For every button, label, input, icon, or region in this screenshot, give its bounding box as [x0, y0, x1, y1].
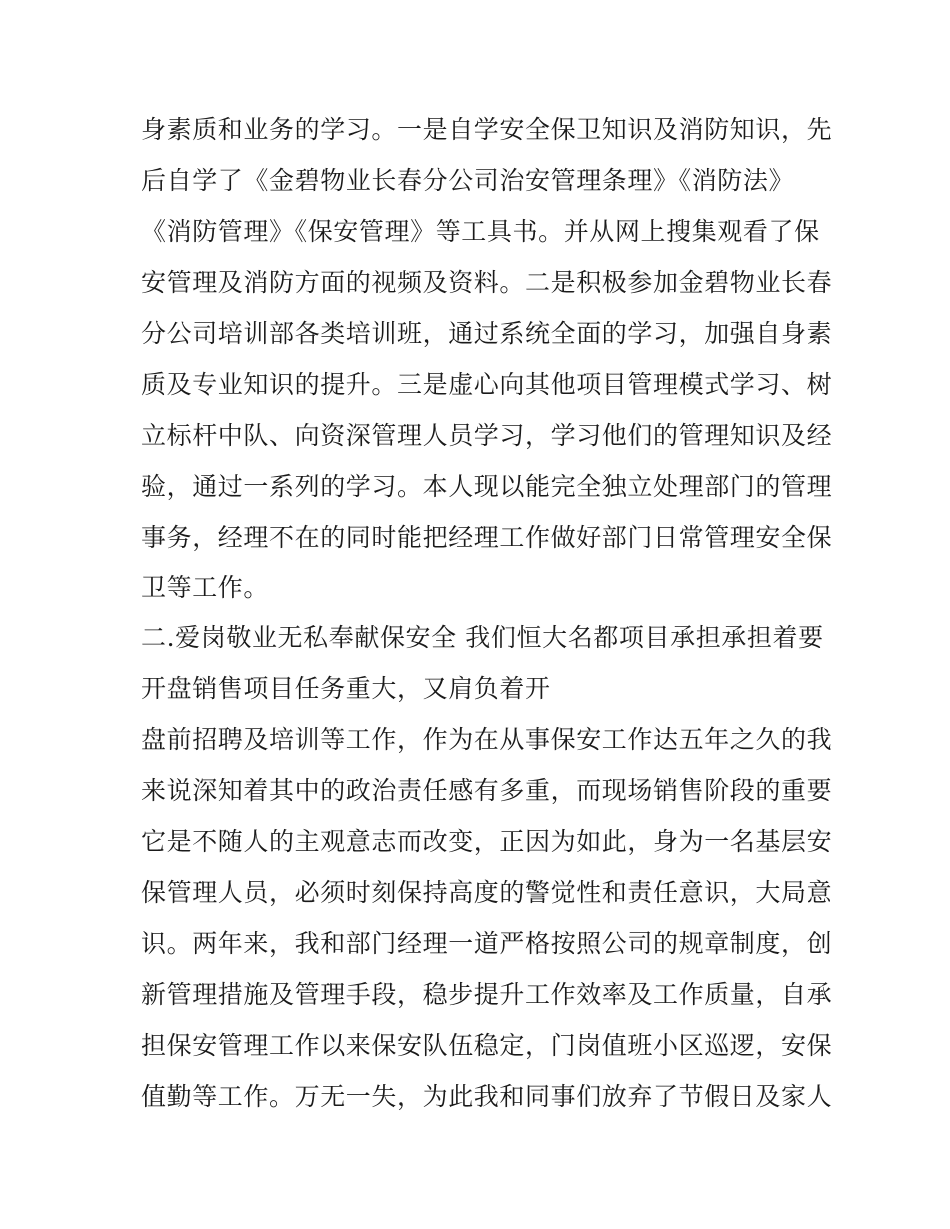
text-line: 保管理人员，必须时刻保持高度的警觉性和责任意识，大局意: [141, 878, 833, 907]
text-line: 分公司培训部各类培训班，通过系统全面的学习，加强自身素: [141, 319, 833, 348]
text-line: 值勤等工作。万无一失，为此我和同事们放弃了节假日及家人: [141, 1082, 833, 1111]
text-line: 事务，经理不在的同时能把经理工作做好部门日常管理安全保: [141, 523, 833, 552]
text-line: 质及专业知识的提升。三是虚心向其他项目管理模式学习、树: [141, 370, 833, 399]
text-line: 新管理措施及管理手段，稳步提升工作效率及工作质量，自承: [141, 980, 833, 1009]
text-line: 盘前招聘及培训等工作，作为在从事保安工作达五年之久的我: [141, 725, 833, 754]
text-line: 识。两年来，我和部门经理一道严格按照公司的规章制度，创: [141, 929, 833, 958]
text-line: 《消防管理》《保安管理》等工具书。并从网上搜集观看了保: [141, 217, 820, 246]
text-line: 立标杆中队、向资深管理人员学习，学习他们的管理知识及经: [141, 421, 833, 450]
text-line: 卫等工作。: [141, 573, 270, 602]
text-line: 后自学了《金碧物业长春分公司治安管理条理》《消防法》: [141, 166, 795, 195]
section-heading-line: 开盘销售项目任务重大，又肩负着开: [141, 674, 551, 703]
section-heading-line: 二.爱岗敬业无私奉献保安全 我们恒大名都项目承担承担着要: [141, 623, 824, 652]
text-line: 它是不随人的主观意志而改变，正因为如此，身为一名基层安: [141, 827, 833, 856]
text-line: 身素质和业务的学习。一是自学安全保卫知识及消防知识，先: [141, 115, 833, 144]
text-line: 验，通过一系列的学习。本人现以能完全独立处理部门的管理: [141, 472, 833, 501]
text-line: 担保安管理工作以来保安队伍稳定，门岗值班小区巡逻，安保: [141, 1031, 833, 1060]
text-line: 安管理及消防方面的视频及资料。二是积极参加金碧物业长春: [141, 268, 833, 297]
text-line: 来说深知着其中的政治责任感有多重，而现场销售阶段的重要: [141, 776, 833, 805]
